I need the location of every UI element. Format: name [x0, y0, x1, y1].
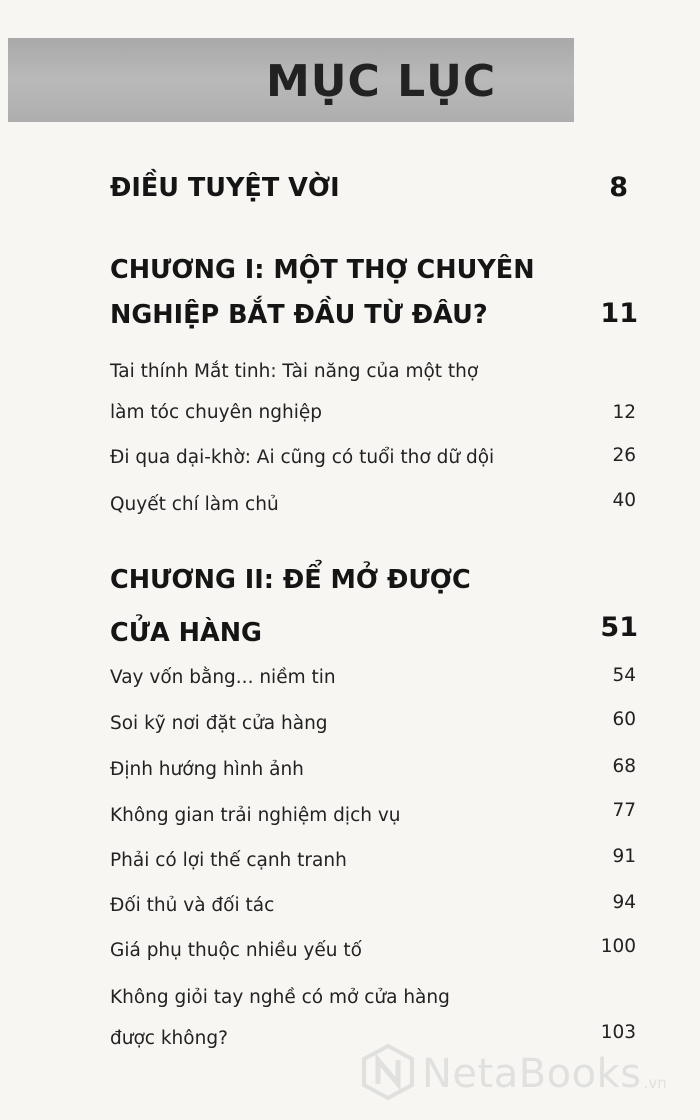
toc-entry-line: Soi kỹ nơi đặt cửa hàng: [110, 713, 328, 734]
toc-entry-line: Đối thủ và đối tác: [110, 895, 275, 916]
toc-entry-line: Không gian trải nghiệm dịch vụ: [110, 805, 401, 826]
toc-entry-line: Giá phụ thuộc nhiều yếu tố: [110, 940, 362, 961]
toc-entry-page: 77: [612, 800, 636, 821]
toc-entry-page: 60: [612, 709, 636, 730]
toc-entry-line: làm tóc chuyên nghiệp: [110, 402, 323, 423]
netabooks-logo-icon: [362, 1044, 414, 1104]
chapter-title-line: CỬA HÀNG: [110, 618, 262, 648]
toc-entry-line: Vay vốn bằng... niềm tin: [110, 667, 336, 688]
toc-entry-page: 54: [612, 665, 636, 686]
toc-entry-line: Tai thính Mắt tinh: Tài năng của một thợ: [110, 361, 479, 382]
toc-entry-page: 91: [612, 846, 636, 867]
chapter-page-number: 11: [600, 298, 638, 329]
toc-entry-page: 94: [612, 892, 636, 913]
toc-entry-line: Quyết chí làm chủ: [110, 494, 279, 515]
section-page-number: 8: [609, 172, 628, 203]
toc-entry-page: 100: [600, 936, 636, 957]
watermark: [362, 1046, 667, 1102]
toc-entry-line: Định hướng hình ảnh: [110, 759, 304, 780]
chapter-title-line: CHƯƠNG I: MỘT THỢ CHUYÊN: [110, 255, 535, 285]
watermark-suffix: .vn: [643, 1074, 667, 1092]
toc-entry-page: 12: [612, 402, 636, 423]
toc-entry-line: Phải có lợi thế cạnh tranh: [110, 850, 347, 871]
toc-entry-page: 26: [612, 445, 636, 466]
toc-entry-page: 68: [612, 756, 636, 777]
toc-entry-line: Đi qua dại-khờ: Ai cũng có tuổi thơ dữ dội: [110, 447, 495, 468]
watermark-brand: NetaBooks: [422, 1051, 642, 1097]
toc-entry-line: Không giỏi tay nghề có mở cửa hàng: [110, 987, 450, 1008]
chapter-page-number: 51: [600, 612, 638, 643]
chapter-title-line: CHƯƠNG II: ĐỂ MỞ ĐƯỢC: [110, 565, 471, 595]
section-title: ĐIỀU TUYỆT VỜI: [110, 173, 340, 203]
page-title: MỤC LỤC: [266, 56, 497, 107]
toc-entry-page: 40: [612, 490, 636, 511]
chapter-title-line: NGHIỆP BẮT ĐẦU TỪ ĐÂU?: [110, 300, 488, 330]
toc-entry-line: được không?: [110, 1028, 228, 1049]
toc-entry-page: 103: [600, 1022, 636, 1043]
